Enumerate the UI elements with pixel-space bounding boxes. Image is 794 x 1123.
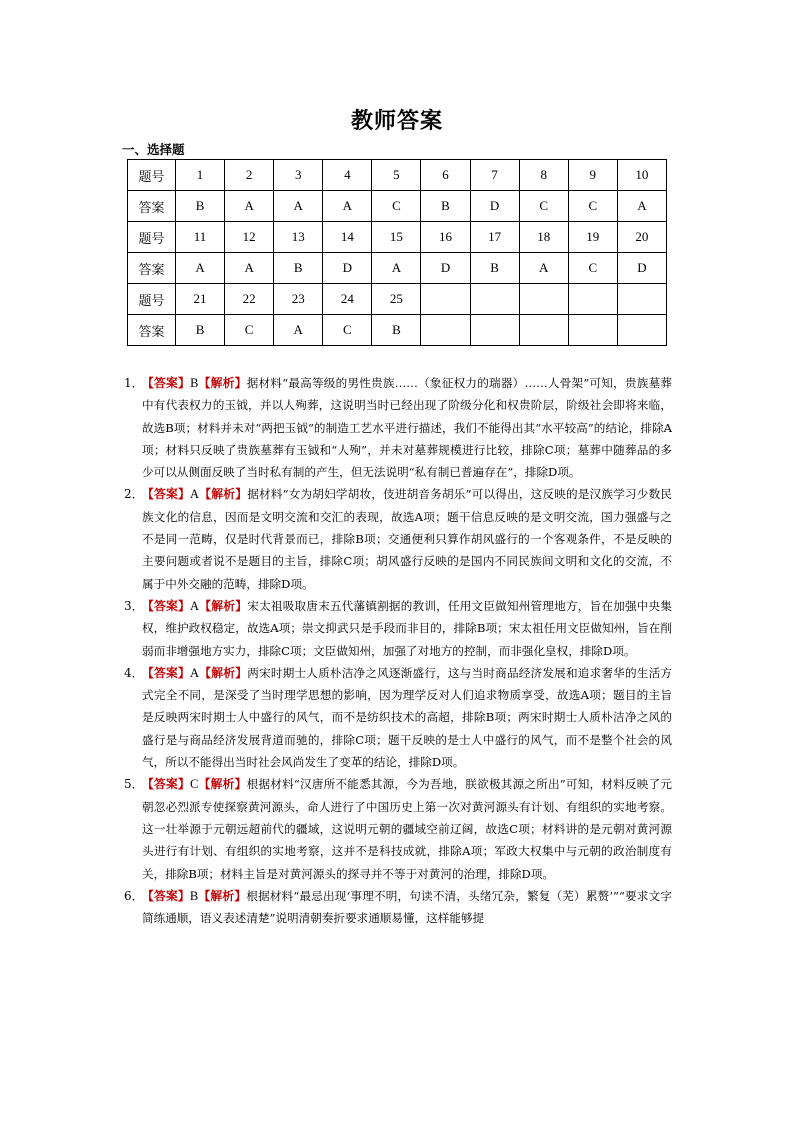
explanation-text: 根据材料“最忌出现‘事理不明，句读不清，头绪冗杂，繁复（芜）累赘’”“要求文字简练通顺，语义表述清楚”说明清朝奏折要求通顺易懂，这样能够提 (142, 888, 672, 926)
analysis-tag: 【解析】 (199, 487, 248, 502)
item-number: 2． (124, 487, 144, 502)
question-number-cell: 14 (323, 222, 372, 253)
analysis-tag: 【解析】 (198, 888, 247, 903)
question-row-header: 题号 (128, 222, 176, 253)
question-number-cell: 12 (225, 222, 274, 253)
question-number-cell: 6 (421, 160, 470, 191)
answer-cell: A (372, 253, 421, 284)
answer-tag: 【答案】 (142, 376, 191, 390)
answer-cell: C (519, 191, 568, 222)
explanation-item (124, 773, 672, 884)
answer-cell: C (568, 253, 617, 284)
answer-row-header: 答案 (128, 191, 176, 222)
question-number-cell: 22 (225, 284, 274, 315)
answer-tag: 【答案】 (142, 888, 190, 903)
question-number-cell: 2 (225, 160, 274, 191)
explanation-item (124, 885, 672, 930)
answer-cell: C (323, 315, 372, 346)
item-number: 5． (124, 777, 144, 792)
question-number-cell: 15 (372, 222, 421, 253)
question-row (128, 222, 667, 253)
answer-cell: B (274, 253, 323, 284)
question-number-cell: 7 (470, 160, 519, 191)
answer-letter: B (190, 376, 199, 390)
question-number-cell (519, 284, 568, 315)
explanation-text: 宋太祖吸取唐末五代藩镇割据的教训，任用文臣做知州管理地方，旨在加强中央集权，维护政权稳定，故选A项；崇文抑武只是手段而非目的，排除B项；宋太祖任用文臣做知州，旨在削弱而非增强地方实力，排除C项；文臣做知州，加强了对地方的控制，而非强化皇权，排除D项。 (142, 598, 672, 658)
question-number-cell (470, 284, 519, 315)
answer-cell (519, 315, 568, 346)
question-number-cell: 11 (176, 222, 225, 253)
answer-cell: B (176, 191, 225, 222)
answer-cell (568, 315, 617, 346)
page-title: 教师答案 (350, 109, 443, 134)
explanation-text: 据材料“最高等级的男性贵族……（象征权力的瑞器）……人骨架”可知，贵族墓葬中有代表权力的玉钺，并以人殉葬，这说明当时已经出现了阶级分化和权贵阶层，阶级社会即将来临，故选B项；材料并未对“两把玉钺”的制造工艺水平进行描述，我们不能得出其“水平较高”的结论，排除A项；材料只反映了贵族墓葬有玉钺和“人殉”，并未对墓葬规模进行比较，排除C项；墓葬中随葬品的多少可以从侧面反映了当时私有制的产生，但无法说明“私有制已普遍存在”，排除D项。 (142, 376, 672, 480)
answer-tag: 【答案】 (142, 665, 191, 680)
answer-letter: C (190, 777, 199, 792)
section-heading: 一、选择题 (122, 142, 185, 157)
explanation-text: 根据材料“汉唐所不能悉其源，今为吾地，朕欲极其源之所出”可知，材料反映了元朝忽必烈派专使探察黄河源头，命人进行了中国历史上第一次对黄河源头有计划、有组织的实地考察。这一壮举源于元朝远超前代的疆域，这说明元朝的疆域空前辽阔，故选C项；材料讲的是元朝对黄河源头进行有计划、有组织的实地考察，这并不是科技成就，排除A项；军政大权集中与元朝的政治制度有关，排除B项；材料主旨是对黄河源头的探寻并不等于对黄河的治理，排除D项。 (142, 777, 672, 881)
answer-cell (470, 315, 519, 346)
item-number: 4． (124, 665, 144, 680)
explanation-item (124, 372, 672, 483)
answer-cell: A (323, 191, 372, 222)
item-number: 3． (124, 598, 144, 613)
answer-letter: A (189, 487, 200, 502)
item-number: 6． (124, 888, 144, 903)
question-row-header: 题号 (128, 160, 176, 191)
analysis-tag: 【解析】 (199, 598, 248, 613)
answer-letter: A (190, 665, 200, 680)
answer-cell: A (274, 315, 323, 346)
question-number-cell: 20 (617, 222, 666, 253)
answer-tag: 【答案】 (142, 598, 191, 613)
question-number-cell: 8 (519, 160, 568, 191)
question-number-cell: 13 (274, 222, 323, 253)
question-number-cell: 3 (274, 160, 323, 191)
answer-letter: B (189, 888, 199, 903)
analysis-tag: 【解析】 (199, 665, 248, 680)
answer-tag: 【答案】 (142, 487, 190, 502)
answer-cell: A (225, 253, 274, 284)
answer-cell: B (421, 191, 470, 222)
answer-cell: D (617, 253, 666, 284)
answer-cell (421, 315, 470, 346)
question-number-cell (617, 284, 666, 315)
question-number-cell (568, 284, 617, 315)
answer-cell: C (225, 315, 274, 346)
answer-cell (617, 315, 666, 346)
answer-row-header: 答案 (128, 315, 176, 346)
question-number-cell: 25 (372, 284, 421, 315)
question-row-header: 题号 (128, 284, 176, 315)
explanation-text: 据材料“女为胡妇学胡妆，伎进胡音务胡乐”可以得出，这反映的是汉族学习少数民族文化的信息，因而是文明交流和交汇的表现，故选A项；题干信息反映的是文明交流，国力强盛与之不是同一范畴，仅是时代背景而已，排除B项；交通便利只算作胡风盛行的一个客观条件，不是反映的主要问题或者说不是题目的主旨，排除C项；胡风盛行反映的是国内不同民族间文明和文化的交流，不属于中外交融的范畴，排除D项。 (142, 487, 672, 591)
answer-explanations (124, 372, 672, 929)
explanation-item (124, 595, 672, 662)
question-number-cell: 21 (176, 284, 225, 315)
answer-cell: A (617, 191, 666, 222)
question-row (128, 284, 667, 315)
question-number-cell: 16 (421, 222, 470, 253)
answer-cell: D (421, 253, 470, 284)
question-number-cell: 1 (176, 160, 225, 191)
question-number-cell: 10 (617, 160, 666, 191)
answer-row (128, 253, 667, 284)
answer-row-header: 答案 (128, 253, 176, 284)
answer-cell: B (176, 315, 225, 346)
answer-letter: A (190, 598, 200, 613)
explanation-item (124, 483, 672, 594)
analysis-tag: 【解析】 (198, 376, 247, 390)
answer-cell: B (470, 253, 519, 284)
question-number-cell: 4 (323, 160, 372, 191)
answer-cell: A (225, 191, 274, 222)
question-number-cell: 24 (323, 284, 372, 315)
question-row (128, 160, 667, 191)
answer-row (128, 315, 667, 346)
explanation-text: 两宋时期士人质朴洁净之风逐渐盛行，这与当时商品经济发展和追求奢华的生活方式完全不同，是深受了当时理学思想的影响，因为理学反对人们追求物质享受，故选A项；题目的主旨是反映两宋时期士人中盛行的风气，而不是纺织技术的高超，排除B项；两宋时期士人质朴洁净之风的盛行是与商品经济发展背道而驰的，排除C项；题干反映的是士人中盛行的风气，而不是整个社会的风气，所以不能得出当时社会风尚发生了变革的结论，排除D项。 (142, 665, 672, 770)
answer-table (127, 159, 667, 346)
question-number-cell: 19 (568, 222, 617, 253)
question-number-cell: 9 (568, 160, 617, 191)
question-number-cell: 18 (519, 222, 568, 253)
answer-cell: C (372, 191, 421, 222)
answer-cell: D (470, 191, 519, 222)
answer-tag: 【答案】 (142, 777, 191, 792)
question-number-cell (421, 284, 470, 315)
question-number-cell: 23 (274, 284, 323, 315)
answer-row (128, 191, 667, 222)
explanation-item (124, 662, 672, 773)
answer-cell: D (323, 253, 372, 284)
answer-cell: A (176, 253, 225, 284)
question-number-cell: 17 (470, 222, 519, 253)
answer-cell: A (274, 191, 323, 222)
answer-cell: C (568, 191, 617, 222)
item-number: 1． (124, 376, 144, 390)
question-number-cell: 5 (372, 160, 421, 191)
answer-cell: B (372, 315, 421, 346)
answer-cell: A (519, 253, 568, 284)
analysis-tag: 【解析】 (198, 777, 247, 792)
